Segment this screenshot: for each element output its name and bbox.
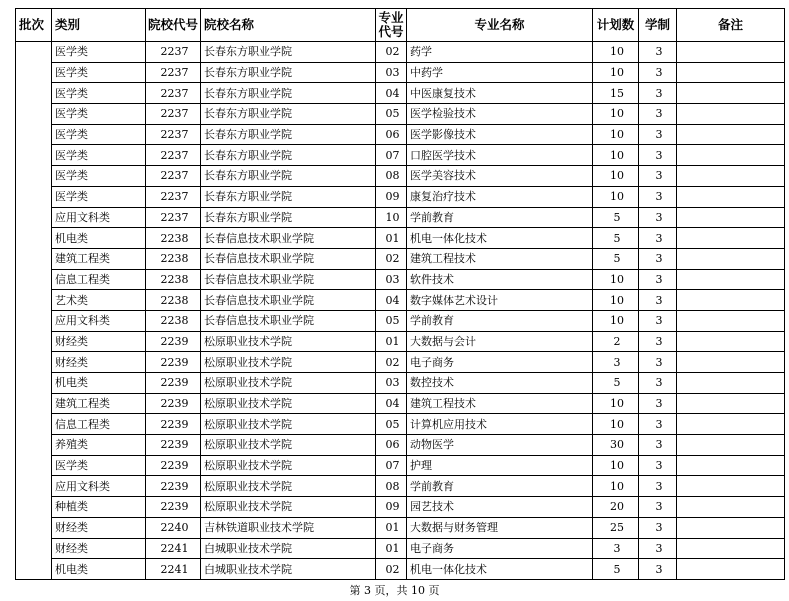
- remarks-cell: [677, 373, 785, 394]
- plan-count-cell: 5: [593, 559, 639, 580]
- major-code-cell: 04: [376, 83, 407, 104]
- school-name-cell: 松原职业技术学院: [201, 393, 376, 414]
- major-name-cell: 中医康复技术: [407, 83, 593, 104]
- school-code-cell: 2237: [146, 42, 201, 63]
- category-cell: 建筑工程类: [52, 393, 146, 414]
- batch-cell: [16, 42, 52, 580]
- school-code-cell: 2239: [146, 331, 201, 352]
- table-row: [16, 517, 785, 538]
- school-code-cell: 2237: [146, 207, 201, 228]
- category-cell: 机电类: [52, 228, 146, 249]
- duration-cell: 3: [639, 104, 677, 125]
- enrollment-plan-table: [15, 8, 785, 580]
- major-code-cell: 01: [376, 331, 407, 352]
- duration-cell: 3: [639, 290, 677, 311]
- table-row: [16, 538, 785, 559]
- duration-cell: 3: [639, 310, 677, 331]
- school-name-cell: 长春东方职业学院: [201, 207, 376, 228]
- category-cell: 医学类: [52, 124, 146, 145]
- major-code-cell: 08: [376, 476, 407, 497]
- major-name-cell: 医学美容技术: [407, 166, 593, 187]
- header-batch: 批次: [16, 9, 52, 42]
- duration-cell: 3: [639, 373, 677, 394]
- remarks-cell: [677, 517, 785, 538]
- remarks-cell: [677, 331, 785, 352]
- major-name-cell: 口腔医学技术: [407, 145, 593, 166]
- remarks-cell: [677, 476, 785, 497]
- major-name-cell: 建筑工程技术: [407, 248, 593, 269]
- major-code-cell: 05: [376, 104, 407, 125]
- school-code-cell: 2239: [146, 476, 201, 497]
- category-cell: 信息工程类: [52, 414, 146, 435]
- school-code-cell: 2237: [146, 62, 201, 83]
- remarks-cell: [677, 310, 785, 331]
- school-code-cell: 2239: [146, 352, 201, 373]
- category-cell: 医学类: [52, 104, 146, 125]
- table-row: [16, 42, 785, 63]
- table-row: [16, 269, 785, 290]
- school-code-cell: 2239: [146, 414, 201, 435]
- remarks-cell: [677, 207, 785, 228]
- major-code-cell: 06: [376, 435, 407, 456]
- remarks-cell: [677, 414, 785, 435]
- plan-count-cell: 25: [593, 517, 639, 538]
- category-cell: 医学类: [52, 455, 146, 476]
- remarks-cell: [677, 145, 785, 166]
- plan-count-cell: 3: [593, 352, 639, 373]
- duration-cell: 3: [639, 538, 677, 559]
- duration-cell: 3: [639, 124, 677, 145]
- school-name-cell: 长春信息技术职业学院: [201, 269, 376, 290]
- category-cell: 应用文科类: [52, 207, 146, 228]
- school-code-cell: 2238: [146, 228, 201, 249]
- table-row: [16, 207, 785, 228]
- duration-cell: 3: [639, 228, 677, 249]
- plan-count-cell: 10: [593, 104, 639, 125]
- table-row: [16, 559, 785, 580]
- plan-count-cell: 10: [593, 42, 639, 63]
- duration-cell: 3: [639, 331, 677, 352]
- category-cell: 应用文科类: [52, 476, 146, 497]
- major-name-cell: 软件技术: [407, 269, 593, 290]
- major-code-cell: 09: [376, 186, 407, 207]
- school-code-cell: 2239: [146, 455, 201, 476]
- header-duration: 学制: [639, 9, 677, 42]
- header-category: 类别: [52, 9, 146, 42]
- duration-cell: 3: [639, 435, 677, 456]
- major-code-cell: 10: [376, 207, 407, 228]
- major-name-cell: 大数据与财务管理: [407, 517, 593, 538]
- plan-count-cell: 10: [593, 290, 639, 311]
- school-code-cell: 2237: [146, 166, 201, 187]
- table-row: [16, 393, 785, 414]
- category-cell: 信息工程类: [52, 269, 146, 290]
- plan-count-cell: 10: [593, 145, 639, 166]
- remarks-cell: [677, 455, 785, 476]
- major-code-cell: 03: [376, 62, 407, 83]
- school-code-cell: 2237: [146, 104, 201, 125]
- header-plan-count: 计划数: [593, 9, 639, 42]
- school-name-cell: 白城职业技术学院: [201, 538, 376, 559]
- plan-count-cell: 5: [593, 228, 639, 249]
- header-remarks: 备注: [677, 9, 785, 42]
- major-name-cell: 园艺技术: [407, 497, 593, 518]
- category-cell: 财经类: [52, 517, 146, 538]
- table-row: [16, 228, 785, 249]
- major-name-cell: 康复治疗技术: [407, 186, 593, 207]
- category-cell: 应用文科类: [52, 310, 146, 331]
- school-code-cell: 2238: [146, 290, 201, 311]
- duration-cell: 3: [639, 414, 677, 435]
- remarks-cell: [677, 83, 785, 104]
- table-row: [16, 145, 785, 166]
- plan-count-cell: 5: [593, 207, 639, 228]
- remarks-cell: [677, 352, 785, 373]
- table-row: [16, 497, 785, 518]
- table-row: [16, 83, 785, 104]
- school-name-cell: 长春信息技术职业学院: [201, 248, 376, 269]
- remarks-cell: [677, 124, 785, 145]
- major-name-cell: 数控技术: [407, 373, 593, 394]
- school-code-cell: 2239: [146, 497, 201, 518]
- school-name-cell: 长春东方职业学院: [201, 104, 376, 125]
- school-code-cell: 2237: [146, 124, 201, 145]
- major-code-cell: 02: [376, 559, 407, 580]
- school-code-cell: 2241: [146, 559, 201, 580]
- major-name-cell: 学前教育: [407, 476, 593, 497]
- major-name-cell: 学前教育: [407, 207, 593, 228]
- duration-cell: 3: [639, 145, 677, 166]
- remarks-cell: [677, 166, 785, 187]
- major-code-cell: 06: [376, 124, 407, 145]
- category-cell: 养殖类: [52, 435, 146, 456]
- plan-count-cell: 10: [593, 124, 639, 145]
- major-name-cell: 建筑工程技术: [407, 393, 593, 414]
- category-cell: 财经类: [52, 538, 146, 559]
- category-cell: 医学类: [52, 62, 146, 83]
- plan-count-cell: 5: [593, 373, 639, 394]
- header-major-code: 专业 代号: [376, 9, 407, 42]
- plan-count-cell: 10: [593, 455, 639, 476]
- remarks-cell: [677, 559, 785, 580]
- plan-count-cell: 10: [593, 476, 639, 497]
- major-code-cell: 07: [376, 455, 407, 476]
- header-row: [16, 9, 785, 42]
- table-row: [16, 414, 785, 435]
- remarks-cell: [677, 228, 785, 249]
- category-cell: 建筑工程类: [52, 248, 146, 269]
- table-row: [16, 435, 785, 456]
- header-school-code: 院校代号: [146, 9, 201, 42]
- duration-cell: 3: [639, 455, 677, 476]
- school-name-cell: 白城职业技术学院: [201, 559, 376, 580]
- major-code-cell: 05: [376, 414, 407, 435]
- major-code-cell: 05: [376, 310, 407, 331]
- remarks-cell: [677, 269, 785, 290]
- major-name-cell: 计算机应用技术: [407, 414, 593, 435]
- major-name-cell: 医学影像技术: [407, 124, 593, 145]
- duration-cell: 3: [639, 269, 677, 290]
- school-name-cell: 长春东方职业学院: [201, 166, 376, 187]
- remarks-cell: [677, 290, 785, 311]
- school-name-cell: 松原职业技术学院: [201, 331, 376, 352]
- duration-cell: 3: [639, 83, 677, 104]
- plan-count-cell: 2: [593, 331, 639, 352]
- school-code-cell: 2239: [146, 435, 201, 456]
- plan-count-cell: 20: [593, 497, 639, 518]
- duration-cell: 3: [639, 517, 677, 538]
- school-code-cell: 2239: [146, 393, 201, 414]
- duration-cell: 3: [639, 248, 677, 269]
- major-code-cell: 08: [376, 166, 407, 187]
- remarks-cell: [677, 186, 785, 207]
- major-name-cell: 动物医学: [407, 435, 593, 456]
- table-row: [16, 310, 785, 331]
- remarks-cell: [677, 104, 785, 125]
- table-row: [16, 290, 785, 311]
- duration-cell: 3: [639, 476, 677, 497]
- school-code-cell: 2239: [146, 373, 201, 394]
- school-name-cell: 松原职业技术学院: [201, 497, 376, 518]
- plan-count-cell: 10: [593, 393, 639, 414]
- major-code-cell: 07: [376, 145, 407, 166]
- category-cell: 财经类: [52, 331, 146, 352]
- page-footer: 第 3 页，共 10 页: [349, 584, 440, 597]
- category-cell: 医学类: [52, 145, 146, 166]
- major-name-cell: 中药学: [407, 62, 593, 83]
- category-cell: 种植类: [52, 497, 146, 518]
- major-name-cell: 机电一体化技术: [407, 228, 593, 249]
- major-name-cell: 电子商务: [407, 352, 593, 373]
- major-name-cell: 学前教育: [407, 310, 593, 331]
- major-code-cell: 04: [376, 393, 407, 414]
- table-row: [16, 248, 785, 269]
- remarks-cell: [677, 538, 785, 559]
- major-code-cell: 03: [376, 373, 407, 394]
- remarks-cell: [677, 435, 785, 456]
- category-cell: 财经类: [52, 352, 146, 373]
- school-code-cell: 2238: [146, 248, 201, 269]
- school-name-cell: 长春信息技术职业学院: [201, 290, 376, 311]
- category-cell: 机电类: [52, 559, 146, 580]
- duration-cell: 3: [639, 207, 677, 228]
- school-name-cell: 松原职业技术学院: [201, 435, 376, 456]
- duration-cell: 3: [639, 42, 677, 63]
- school-code-cell: 2241: [146, 538, 201, 559]
- school-name-cell: 吉林铁道职业技术学院: [201, 517, 376, 538]
- table-row: [16, 373, 785, 394]
- table-row: [16, 124, 785, 145]
- major-code-cell: 01: [376, 228, 407, 249]
- plan-count-cell: 10: [593, 186, 639, 207]
- school-name-cell: 松原职业技术学院: [201, 414, 376, 435]
- major-code-cell: 04: [376, 290, 407, 311]
- major-name-cell: 数字媒体艺术设计: [407, 290, 593, 311]
- school-name-cell: 长春东方职业学院: [201, 62, 376, 83]
- school-name-cell: 长春东方职业学院: [201, 145, 376, 166]
- plan-count-cell: 5: [593, 248, 639, 269]
- school-code-cell: 2237: [146, 83, 201, 104]
- major-code-cell: 01: [376, 517, 407, 538]
- category-cell: 医学类: [52, 83, 146, 104]
- major-name-cell: 机电一体化技术: [407, 559, 593, 580]
- remarks-cell: [677, 62, 785, 83]
- plan-count-cell: 10: [593, 310, 639, 331]
- duration-cell: 3: [639, 559, 677, 580]
- remarks-cell: [677, 248, 785, 269]
- major-name-cell: 大数据与会计: [407, 331, 593, 352]
- major-name-cell: 医学检验技术: [407, 104, 593, 125]
- major-code-cell: 03: [376, 269, 407, 290]
- school-code-cell: 2238: [146, 269, 201, 290]
- duration-cell: 3: [639, 186, 677, 207]
- plan-count-cell: 10: [593, 269, 639, 290]
- school-name-cell: 松原职业技术学院: [201, 455, 376, 476]
- table-row: [16, 352, 785, 373]
- header-school-name: 院校名称: [201, 9, 376, 42]
- school-code-cell: 2237: [146, 145, 201, 166]
- school-name-cell: 松原职业技术学院: [201, 373, 376, 394]
- category-cell: 医学类: [52, 186, 146, 207]
- major-code-cell: 02: [376, 42, 407, 63]
- category-cell: 医学类: [52, 42, 146, 63]
- category-cell: 艺术类: [52, 290, 146, 311]
- major-name-cell: 电子商务: [407, 538, 593, 559]
- category-cell: 医学类: [52, 166, 146, 187]
- remarks-cell: [677, 497, 785, 518]
- plan-count-cell: 10: [593, 414, 639, 435]
- table-row: [16, 186, 785, 207]
- school-code-cell: 2240: [146, 517, 201, 538]
- school-name-cell: 松原职业技术学院: [201, 352, 376, 373]
- major-code-cell: 02: [376, 248, 407, 269]
- table-row: [16, 104, 785, 125]
- school-name-cell: 长春东方职业学院: [201, 42, 376, 63]
- plan-count-cell: 10: [593, 62, 639, 83]
- school-code-cell: 2238: [146, 310, 201, 331]
- school-code-cell: 2237: [146, 186, 201, 207]
- remarks-cell: [677, 393, 785, 414]
- duration-cell: 3: [639, 393, 677, 414]
- school-name-cell: 长春东方职业学院: [201, 83, 376, 104]
- duration-cell: 3: [639, 497, 677, 518]
- plan-count-cell: 15: [593, 83, 639, 104]
- table-row: [16, 331, 785, 352]
- plan-count-cell: 30: [593, 435, 639, 456]
- table-row: [16, 476, 785, 497]
- school-name-cell: 松原职业技术学院: [201, 476, 376, 497]
- major-code-cell: 09: [376, 497, 407, 518]
- plan-count-cell: 10: [593, 166, 639, 187]
- table-row: [16, 62, 785, 83]
- category-cell: 机电类: [52, 373, 146, 394]
- duration-cell: 3: [639, 62, 677, 83]
- school-name-cell: 长春信息技术职业学院: [201, 228, 376, 249]
- header-major-name: 专业名称: [407, 9, 593, 42]
- major-code-cell: 02: [376, 352, 407, 373]
- plan-count-cell: 3: [593, 538, 639, 559]
- school-name-cell: 长春东方职业学院: [201, 124, 376, 145]
- remarks-cell: [677, 42, 785, 63]
- duration-cell: 3: [639, 166, 677, 187]
- major-code-cell: 01: [376, 538, 407, 559]
- table-row: [16, 455, 785, 476]
- school-name-cell: 长春信息技术职业学院: [201, 310, 376, 331]
- major-name-cell: 药学: [407, 42, 593, 63]
- major-name-cell: 护理: [407, 455, 593, 476]
- duration-cell: 3: [639, 352, 677, 373]
- table-row: [16, 166, 785, 187]
- school-name-cell: 长春东方职业学院: [201, 186, 376, 207]
